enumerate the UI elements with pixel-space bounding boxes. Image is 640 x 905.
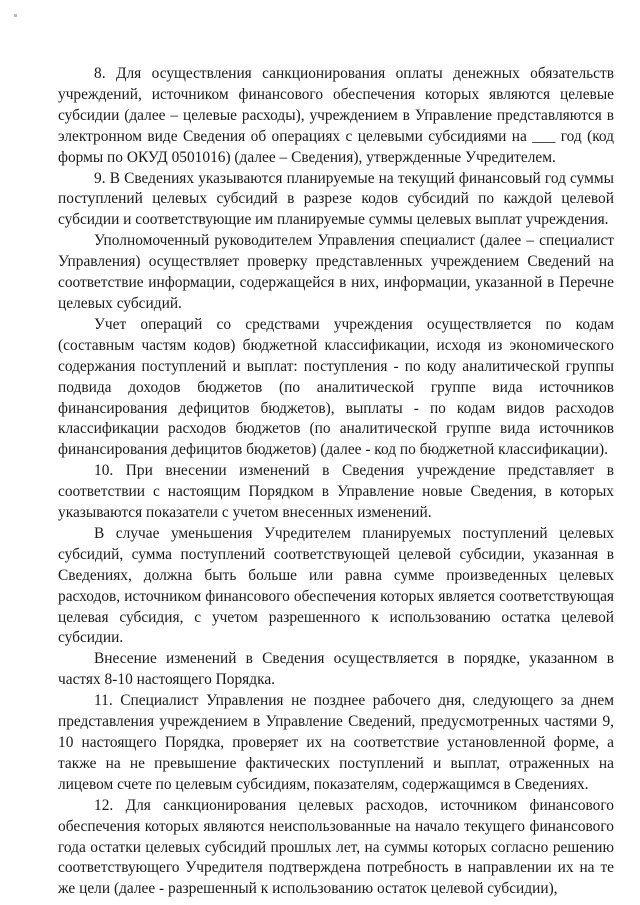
paragraph-12: 12. Для санкционирования целевых расходов, источником финансового обеспечения которых являются неиспользованные на начало текущего финансового года остатки целевых субсидий прошлых лет, на суммы которых согласно решению соответствующего Учредителя подтверждена потребность в направлении их на те же цели (далее - разрешенный к использованию остаток целевой субсидии), bbox=[58, 796, 614, 898]
paragraph-8: 8. Для осуществления санкционирования оплаты денежных обязательств учреждений, источником финансового обеспечения которых являются целевые субсидии (далее – целевые расходы), учреждением в Управление представляются в электронном виде Сведения об операциях с целевыми субсидиями на ___ год (код формы по ОКУД 0501016) (далее – Сведения), утвержденные Учредителем. bbox=[58, 65, 614, 166]
paragraph-10: 10. При внесении изменений в Сведения учреждение представляет в соответствии с настоящим Порядком в Управление новые Сведения, в которых указываются показатели с учетом внесенных изменений. bbox=[58, 462, 614, 522]
paragraph-authorized-specialist: Уполномоченный руководителем Управления специалист (далее – специалист Управления) осуществляет проверку представленных учреждением Сведений на соответствие информации, содержащейся в них, информации, указанной в Перечне целевых субсидий. bbox=[58, 232, 614, 312]
paragraph-9: 9. В Сведениях указываются планируемые на текущий финансовый год суммы поступлений целевых субсидий в разрезе кодов субсидий по каждой целевой субсидии и соответствующие им планируемые суммы целевых выплат учреждения. bbox=[58, 169, 614, 229]
paragraph-changes-order: Внесение изменений в Сведения осуществляется в порядке, указанном в частях 8-10 настоящего Порядка. bbox=[58, 650, 614, 689]
paragraph-11: 11. Специалист Управления не позднее рабочего дня, следующего за днем представления учреждением в Управление Сведений, предусмотренных частями 9, 10 настоящего Порядка, проверяет их на соответствие установленной форме, а также на не превышение фактических поступлений и выплат, отраженных на лицевом счете по целевым субсидиям, показателям, содержащимся в Сведениях. bbox=[58, 692, 614, 793]
document-page bbox=[58, 64, 614, 900]
paragraph-accounting-operations: Учет операций со средствами учреждения осуществляется по кодам (составным частям кодов) бюджетной классификации, исходя из экономического содержания поступлений и выплат: поступления - по коду аналитической группы подвида доходов бюджетов (по аналитической группе вида источников финансирования дефицитов бюджетов), выплаты - по кодам видов расходов классификации расходов бюджетов (по аналитической группе вида источников финансирования дефицитов бюджетов) (далее - код по бюджетной классификации). bbox=[58, 315, 614, 459]
paragraph-subsidy-reduction: В случае уменьшения Учредителем планируемых поступлений целевых субсидий, сумма поступлений соответствующей целевой субсидии, указанная в Сведениях, должна быть больше или равна сумме произведенных целевых расходов, источником финансового обеспечения которых является соответствующая целевая субсидия, с учетом разрешенного к использованию остатка целевой субсидии. bbox=[58, 524, 614, 647]
scan-speck bbox=[14, 14, 17, 17]
